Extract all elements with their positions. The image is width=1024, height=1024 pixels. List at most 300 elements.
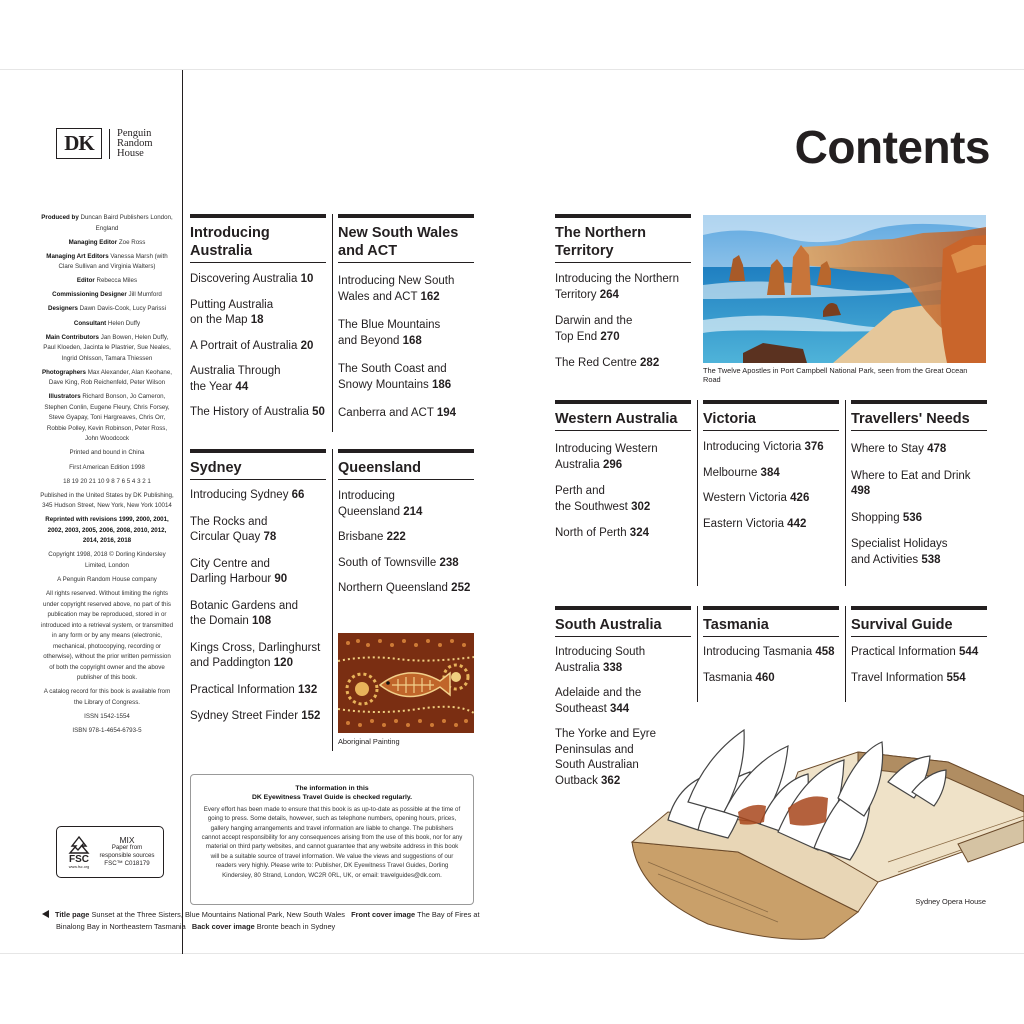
toc-entry[interactable] <box>851 537 987 568</box>
section-heading-line: Victoria <box>703 411 756 427</box>
toc-entry[interactable] <box>703 440 839 456</box>
toc-page-number: 536 <box>902 511 922 524</box>
toc-entry-label: Kings Cross, Darlinghurst <box>190 641 321 654</box>
publisher-logo <box>56 128 153 159</box>
toc-entry-text <box>851 671 987 687</box>
credit-text: Jan Bowen, Helen Duffy, Paul Kloeden, Jacinta le Plastrier, Sue Neales, Ingrid Ohlsson, Tamara Thiessen <box>43 333 171 362</box>
toc-entry-label: and Activities <box>851 553 919 566</box>
credit-entry <box>40 477 174 488</box>
footnote-text: The Bay of Fires at <box>417 910 480 919</box>
column-rule <box>697 606 698 702</box>
credit-role: Main Contributors <box>45 333 99 341</box>
toc-entry-text <box>190 641 326 657</box>
toc-entry[interactable] <box>190 405 326 421</box>
section-sydney <box>190 449 326 725</box>
credit-text: ISBN 978-1-4654-6793-5 <box>72 726 142 734</box>
credit-text: Helen Duffy <box>107 319 141 327</box>
toc-entry-text <box>190 572 326 588</box>
toc-entry-label: Introducing the Northern <box>555 273 680 285</box>
credit-entry <box>40 448 174 459</box>
toc-entry-text <box>555 686 691 702</box>
credit-text: Reprinted with revisions 1999, 2000, 2001, 2002, 2003, 2005, 2006, 2008, 2010, 2012, 2014, 2016, 2018 <box>45 516 169 545</box>
credit-role: Designers <box>48 305 78 313</box>
column-rule <box>845 400 846 586</box>
toc-page-number: 544 <box>959 646 979 658</box>
toc-page-number: 344 <box>610 702 630 715</box>
credit-role: Photographers <box>41 368 86 376</box>
credit-entry <box>40 304 174 315</box>
page-top-edge <box>0 69 1024 70</box>
section-item-list <box>851 645 987 686</box>
toc-entry[interactable] <box>190 339 326 355</box>
section-heading-line: Sydney <box>190 460 242 476</box>
toc-page-number: 44 <box>235 380 249 393</box>
toc-entry-text <box>190 530 326 546</box>
page-title: Contents <box>794 121 990 173</box>
footnote-line-1 <box>42 909 482 921</box>
toc-entry[interactable] <box>190 709 326 725</box>
information-notice-box <box>190 774 474 905</box>
toc-entry[interactable] <box>851 469 987 500</box>
aboriginal-painting-image <box>338 633 474 733</box>
credit-entry <box>40 290 174 301</box>
toc-entry[interactable] <box>703 491 839 507</box>
toc-page-number: 152 <box>301 710 321 722</box>
credit-role: Illustrators <box>48 393 81 401</box>
toc-entry-label: Practical Information <box>190 683 295 696</box>
toc-entry-label: Shopping <box>851 511 900 524</box>
toc-entry[interactable] <box>338 274 474 305</box>
toc-entry-label: Canberra and ACT <box>338 407 434 419</box>
section-heading-line: Western Australia <box>555 411 678 427</box>
toc-entry-label: The Yorke and Eyre <box>555 728 657 740</box>
section-heading <box>555 606 691 637</box>
toc-entry-text <box>190 683 326 699</box>
footnote-label: Back cover image <box>191 921 255 931</box>
section-heading-line: Introducing <box>190 225 270 241</box>
toc-page-number: 324 <box>629 527 649 539</box>
toc-entry[interactable] <box>190 641 326 672</box>
toc-entry-text <box>190 364 326 380</box>
toc-entry-text <box>338 406 474 422</box>
toc-entry-label: Darling Harbour <box>190 573 272 585</box>
toc-entry-text <box>555 272 691 288</box>
toc-entry[interactable] <box>190 272 326 288</box>
section-heading <box>851 400 987 431</box>
toc-entry-text <box>338 556 474 572</box>
toc-entry-text <box>851 645 987 661</box>
toc-entry-text <box>851 484 987 500</box>
toc-entry-label: Tasmania <box>703 671 753 684</box>
arrow-left-icon <box>42 910 49 918</box>
credit-entry <box>40 319 174 330</box>
toc-entry-label: the Southwest <box>555 500 628 513</box>
credit-text: All rights reserved. Without limiting the rights under copyright reserved above, no part of this publication may be reproduced, stored in or introduced into a retrieval system, or transmitted in any form or by any means (electronic, mechanical, photocopying, recording or otherwise), without the prior written permission of both the copyright owner and the above publisher of this book. <box>40 590 174 682</box>
toc-entry-text <box>555 288 691 304</box>
credit-entry <box>40 368 174 389</box>
column-rule <box>845 606 846 702</box>
opera-house-illustration <box>628 712 1024 944</box>
toc-entry-label: The Blue Mountains <box>338 319 441 331</box>
toc-entry[interactable] <box>338 489 474 520</box>
toc-page-number: 426 <box>790 492 810 504</box>
toc-entry-text <box>190 298 326 314</box>
toc-entry-label: A Portrait of Australia <box>190 339 298 352</box>
section-item-list <box>555 442 691 542</box>
toc-page-number: 538 <box>921 553 941 566</box>
fsc-mix: MIX <box>119 835 135 845</box>
credit-text: 18 19 20 21 10 9 8 7 6 5 4 3 2 1 <box>63 477 151 485</box>
footnote-label: Front cover image <box>351 910 416 919</box>
opera-caption: Sydney Opera House <box>915 897 986 906</box>
toc-entry[interactable] <box>555 272 691 303</box>
toc-page-number: 238 <box>439 556 459 569</box>
toc-entry[interactable] <box>851 645 987 661</box>
toc-entry-text <box>190 380 326 396</box>
toc-entry-label: The History of Australia <box>190 406 309 418</box>
footnote-text: Bronte beach in Sydney <box>256 921 336 931</box>
toc-entry-text <box>555 330 691 346</box>
toc-entry-text <box>703 440 839 456</box>
toc-entry-text <box>190 339 326 355</box>
section-heading-line: Queensland <box>338 460 421 476</box>
fsc-code: FSC™ C018179 <box>104 860 150 867</box>
toc-page-number: 194 <box>436 407 457 419</box>
credit-entry <box>40 252 174 273</box>
toc-entry-label: Melbourne <box>703 466 758 479</box>
toc-entry-text <box>703 466 839 482</box>
toc-entry-text <box>190 599 326 615</box>
toc-entry-text <box>555 484 691 500</box>
credit-entry <box>40 687 174 708</box>
logo-line: Penguin <box>117 127 152 139</box>
credit-entry <box>40 550 174 571</box>
toc-entry[interactable] <box>190 515 326 546</box>
toc-entry-label: Australia Through <box>190 365 281 377</box>
toc-page-number: 338 <box>602 661 623 674</box>
toc-page-number: 168 <box>402 334 422 347</box>
toc-entry-text <box>190 614 326 630</box>
toc-entry-label: Top End <box>555 330 598 343</box>
toc-entry-label: North of Perth <box>555 527 627 539</box>
toc-entry[interactable] <box>851 511 987 527</box>
toc-entry-label: Queensland <box>338 505 401 518</box>
fsc-certification <box>56 826 164 878</box>
credit-role: Commissioning Designer <box>52 291 127 299</box>
toc-entry-label: Australia <box>555 458 600 471</box>
toc-entry-label: Sydney Street Finder <box>190 710 299 722</box>
section-heading-line: Tasmania <box>703 617 769 633</box>
toc-entry[interactable] <box>190 488 326 504</box>
toc-page-number: 78 <box>263 531 277 543</box>
toc-page-number: 296 <box>602 458 623 471</box>
section-victoria <box>703 400 839 532</box>
toc-entry-label: Circular Quay <box>190 531 261 543</box>
toc-entry-text <box>851 537 987 553</box>
toc-page-number: 108 <box>252 615 272 627</box>
toc-entry[interactable] <box>190 557 326 588</box>
toc-entry-label: The South Coast and <box>338 363 447 375</box>
credit-text: Copyright 1998, 2018 © Dorling Kindersley Limited, London <box>48 551 166 569</box>
credits-block <box>40 213 174 740</box>
toc-entry[interactable] <box>190 683 326 699</box>
toc-entry-label: Western Victoria <box>703 492 787 504</box>
toc-entry-label: Specialist Holidays <box>851 538 948 550</box>
toc-page-number: 222 <box>386 531 406 543</box>
footnote-text: Binalong Bay in Northeastern Tasmania <box>56 921 186 931</box>
footnote-label: Title page <box>55 910 90 919</box>
notice-title-line: The information in this <box>295 785 369 792</box>
toc-entry-label: on the Map <box>190 314 248 326</box>
toc-page-number: 214 <box>403 505 423 518</box>
credit-text: A Penguin Random House company <box>57 576 157 583</box>
section-item-list <box>703 645 839 686</box>
credit-entry <box>40 589 174 684</box>
toc-entry-label: Australia <box>555 661 600 674</box>
toc-entry-text <box>338 530 474 546</box>
section-heading-line: Survival Guide <box>851 617 953 633</box>
credit-text: A catalog record for this book is available from the Library of Congress. <box>43 688 171 706</box>
toc-entry-text <box>555 645 691 661</box>
toc-page-number: 498 <box>851 485 871 497</box>
toc-page-number: 270 <box>600 330 620 343</box>
section-item-list <box>190 488 326 725</box>
toc-page-number: 132 <box>298 683 318 696</box>
credit-text: Dawn Davis-Cook, Lucy Parissi <box>79 305 166 313</box>
toc-page-number: 458 <box>815 646 835 658</box>
toc-entry[interactable] <box>555 526 691 542</box>
fsc-url: www.fsc.org <box>68 864 90 869</box>
toc-page-number: 554 <box>946 671 966 684</box>
toc-page-number: 264 <box>599 288 619 301</box>
toc-entry-label: Introducing Victoria <box>703 441 802 453</box>
toc-entry[interactable] <box>338 581 474 597</box>
toc-page-number: 302 <box>631 500 651 513</box>
toc-entry-label: Adelaide and the <box>555 687 642 699</box>
toc-entry-text <box>703 491 839 507</box>
credit-role: Editor <box>76 277 95 285</box>
toc-entry-text <box>555 526 691 542</box>
toc-entry-text <box>338 362 474 378</box>
section-new-south-wales <box>338 214 474 422</box>
toc-entry-text <box>190 709 326 725</box>
toc-entry-text <box>338 489 474 505</box>
credit-role: Consultant <box>73 319 107 327</box>
toc-entry-label: Peninsulas and <box>555 743 634 756</box>
toc-entry-label: Snowy Mountains <box>338 378 429 391</box>
toc-page-number: 478 <box>927 443 947 455</box>
toc-page-number: 376 <box>804 441 824 453</box>
toc-entry[interactable] <box>190 599 326 630</box>
section-item-list <box>555 272 691 372</box>
toc-entry-label: and Beyond <box>338 334 400 347</box>
toc-page-number: 66 <box>291 489 305 501</box>
toc-entry-label: Outback <box>555 774 598 787</box>
toc-entry-label: The Rocks and <box>190 515 268 528</box>
toc-entry-label: Eastern Victoria <box>703 517 784 530</box>
toc-entry[interactable] <box>190 298 326 329</box>
logo-line: Random <box>117 137 153 149</box>
section-item-list <box>338 489 474 597</box>
credit-entry <box>40 712 174 723</box>
section-introducing-australia <box>190 214 326 421</box>
section-heading-line: Australia <box>190 243 253 259</box>
logo-line: House <box>117 147 144 159</box>
credit-role: Produced by <box>41 214 79 221</box>
toc-entry-label: Travel Information <box>851 671 944 684</box>
toc-page-number: 442 <box>787 517 807 530</box>
apostles-caption: The Twelve Apostles in Port Campbell National Park, seen from the Great Ocean Road <box>703 366 968 384</box>
section-heading-line: New South Wales <box>338 225 459 241</box>
section-heading <box>851 606 987 637</box>
toc-entry[interactable] <box>555 356 691 372</box>
toc-entry-text <box>190 272 326 288</box>
toc-entry-label: Practical Information <box>851 646 956 658</box>
toc-entry-text <box>190 656 326 672</box>
toc-entry[interactable] <box>555 645 691 676</box>
credit-entry <box>40 213 174 234</box>
credit-entry <box>40 392 174 445</box>
toc-entry-text <box>338 581 474 597</box>
section-heading <box>555 214 691 263</box>
toc-entry[interactable] <box>703 645 839 661</box>
toc-entry-label: Introducing South <box>555 646 646 658</box>
aboriginal-caption: Aboriginal Painting <box>338 737 400 746</box>
toc-entry[interactable] <box>338 318 474 349</box>
fsc-line: Paper from <box>111 844 143 851</box>
toc-entry-text <box>190 557 326 573</box>
section-western-australia <box>555 400 691 542</box>
toc-entry-text <box>555 314 691 330</box>
credit-text: Published in the United States by DK Publishing, 345 Hudson Street, New York, New York 10014 <box>40 491 174 510</box>
section-item-list <box>703 440 839 532</box>
toc-page-number: 20 <box>300 339 314 352</box>
page-bottom-edge <box>0 953 1024 954</box>
section-heading <box>338 449 474 480</box>
toc-page-number: 252 <box>451 582 471 594</box>
toc-page-number: 10 <box>300 273 314 285</box>
twelve-apostles-image <box>703 215 986 363</box>
toc-entry[interactable] <box>851 442 987 458</box>
toc-entry-text <box>338 334 474 350</box>
toc-entry[interactable] <box>851 671 987 687</box>
fsc-text <box>96 836 158 868</box>
toc-entry[interactable] <box>703 517 839 533</box>
section-heading <box>555 400 691 431</box>
section-heading-line: South Australia <box>555 617 662 633</box>
toc-entry-label: City Centre and <box>190 557 270 570</box>
toc-entry[interactable] <box>190 364 326 395</box>
credit-entry <box>40 276 174 287</box>
section-queensland <box>338 449 474 597</box>
toc-entry[interactable] <box>555 442 691 473</box>
toc-entry-text <box>555 500 691 516</box>
credit-text: Zoe Ross <box>118 238 146 246</box>
toc-entry-text <box>190 313 326 329</box>
credit-text: ISSN 1542-1554 <box>84 712 130 720</box>
credit-text: Max Alexander, Alan Keohane, Dave King, Rob Reichenfeld, Peter Wilson <box>48 368 173 387</box>
toc-page-number: 282 <box>640 357 660 369</box>
toc-entry-text <box>555 458 691 474</box>
toc-entry-label: Putting Australia <box>190 298 274 311</box>
toc-entry-text <box>851 442 987 458</box>
credit-role: Managing Art Editors <box>46 252 109 260</box>
toc-entry-label: Brisbane <box>338 531 384 543</box>
toc-entry-label: Discovering Australia <box>190 273 298 285</box>
toc-entry-text <box>338 318 474 334</box>
notice-title-line: DK Eyewitness Travel Guide is checked regularly. <box>251 794 413 802</box>
section-heading <box>703 400 839 431</box>
toc-entry-text <box>555 661 691 677</box>
toc-entry-label: The Red Centre <box>555 357 637 369</box>
toc-entry-label: the Year <box>190 380 233 393</box>
toc-entry[interactable] <box>338 556 474 572</box>
toc-entry-text <box>703 671 839 687</box>
credit-text: Printed and bound in China <box>69 449 145 457</box>
toc-entry[interactable] <box>338 362 474 393</box>
credit-text: Duncan Baird Publishers London, England <box>80 214 173 232</box>
section-heading <box>190 214 326 263</box>
toc-page-number: 162 <box>420 290 440 303</box>
toc-entry-label: Introducing New South <box>338 275 455 287</box>
toc-entry-label: Introducing Tasmania <box>703 646 813 658</box>
toc-entry-text <box>338 505 474 521</box>
toc-entry-label: Where to Stay <box>851 443 924 455</box>
prh-logo-text <box>117 129 153 159</box>
toc-entry[interactable] <box>703 671 839 687</box>
toc-entry[interactable] <box>338 530 474 546</box>
section-item-list <box>190 272 326 421</box>
toc-entry-text <box>190 488 326 504</box>
toc-entry-text <box>338 378 474 394</box>
toc-entry-label: Perth and <box>555 485 605 497</box>
toc-entry-text <box>555 442 691 458</box>
toc-entry-text <box>851 553 987 569</box>
column-divider <box>182 70 183 954</box>
toc-entry-label: South Australian <box>555 759 639 771</box>
toc-entry-label: Introducing Western <box>555 443 658 455</box>
column-rule <box>332 449 333 751</box>
toc-page-number: 50 <box>312 406 325 418</box>
toc-entry-text <box>338 274 474 290</box>
section-travellers-needs <box>851 400 987 568</box>
toc-entry-text <box>190 405 326 421</box>
toc-entry-text <box>190 515 326 531</box>
section-northern-territory <box>555 214 691 372</box>
toc-entry[interactable] <box>555 484 691 515</box>
footnote-text: Sunset at the Three Sisters, Blue Mountains National Park, New South Wales <box>91 910 345 919</box>
toc-entry-label: Botanic Gardens and <box>190 599 299 612</box>
credit-text: Jill Mumford <box>128 291 162 299</box>
toc-entry[interactable] <box>555 314 691 345</box>
section-heading-line: Travellers' Needs <box>851 411 970 427</box>
section-survival-guide <box>851 606 987 686</box>
tree-check-icon <box>66 836 92 856</box>
section-heading <box>703 606 839 637</box>
toc-entry-label: Introducing <box>338 490 395 502</box>
toc-entry-label: Northern Queensland <box>338 582 448 594</box>
toc-entry-text <box>338 290 474 306</box>
toc-entry-label: the Domain <box>190 615 249 627</box>
toc-entry[interactable] <box>338 406 474 422</box>
section-heading-line: and ACT <box>338 243 398 259</box>
toc-entry[interactable] <box>703 466 839 482</box>
toc-page-number: 18 <box>250 314 264 326</box>
credit-entry <box>40 333 174 365</box>
credit-entry <box>40 726 174 737</box>
toc-entry-label: South of Townsville <box>338 556 437 569</box>
toc-entry-text <box>851 511 987 527</box>
